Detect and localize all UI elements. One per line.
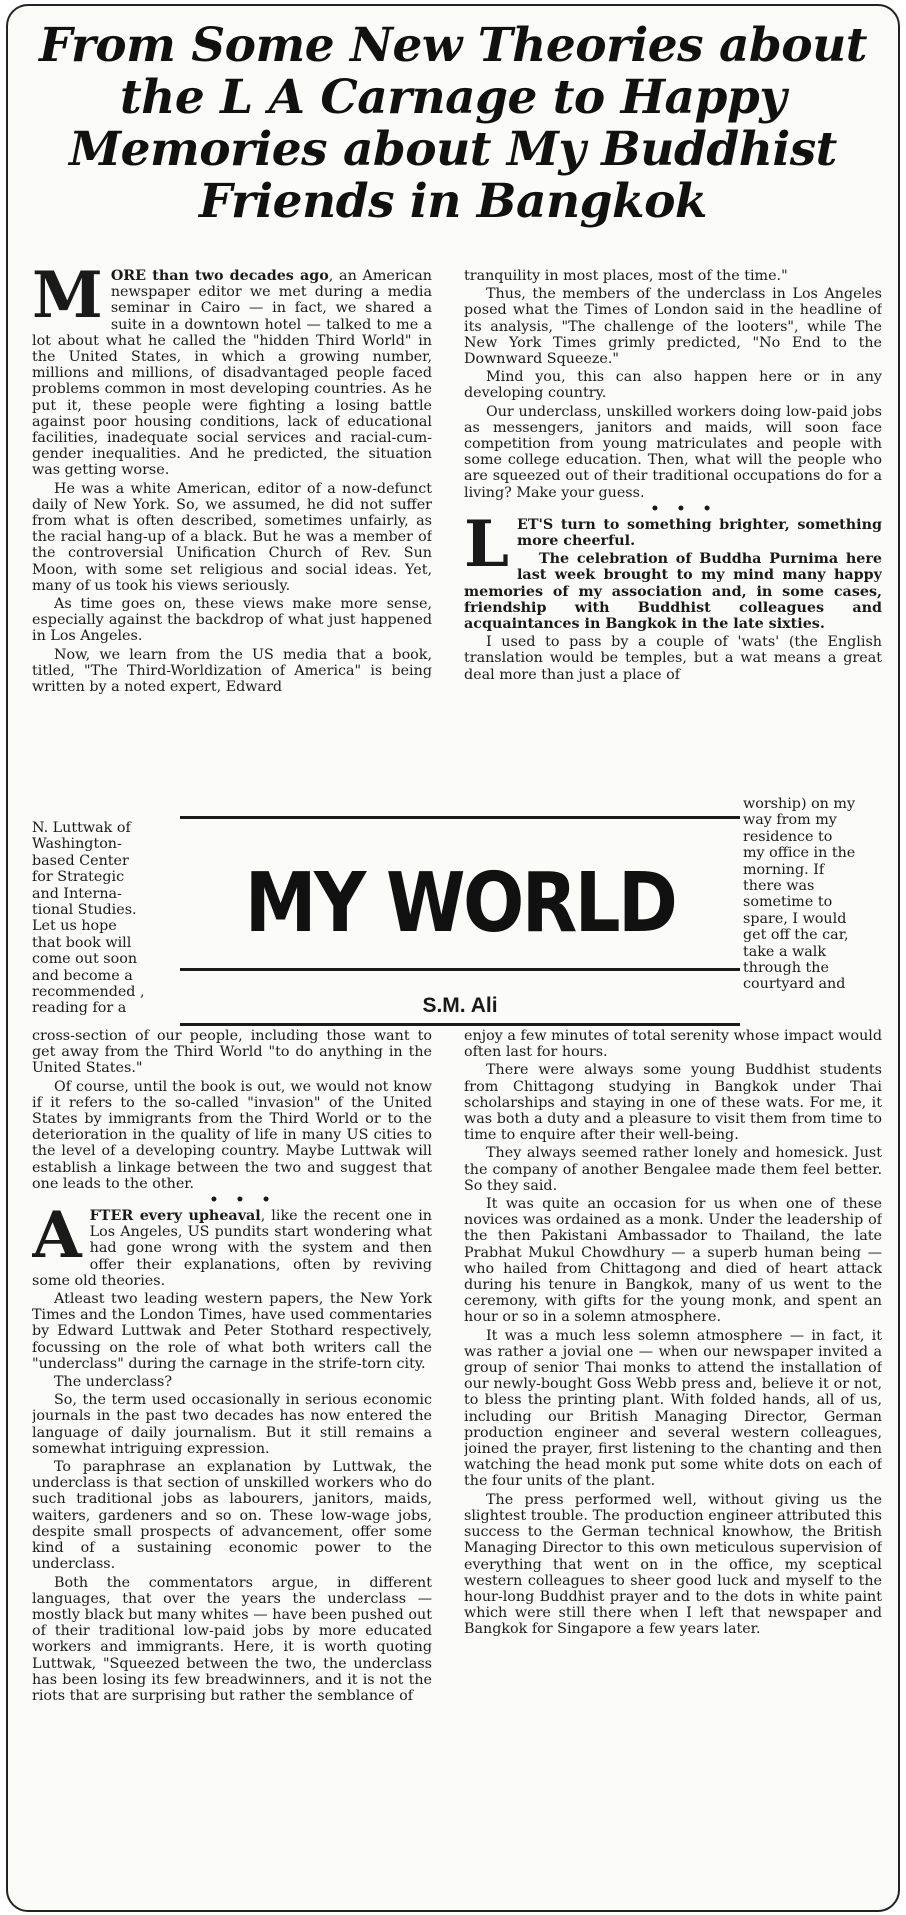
wrap-line: there was bbox=[743, 878, 815, 895]
wrap-line: tional Studies. bbox=[32, 902, 137, 919]
section-separator: • • • bbox=[209, 1192, 277, 1209]
paragraph: tranquility in most places, most of the time." bbox=[464, 268, 788, 284]
paragraph: I used to pass by a couple of 'wats' (the English translation would be temples, but a wat means a great deal more than just a place of bbox=[464, 634, 882, 683]
wrap-line: spare, I would bbox=[743, 910, 847, 927]
paragraph: Of course, until the book is out, we would not know if it refers to the so-called "invasion" of the United States by immigrants from the Third World or to the deterioration in the quality of life in many US cities to the level of a developing country. Maybe Luttwak will establish a linkage between the two and suggest that one leads to the other. bbox=[32, 1078, 432, 1192]
paragraph: cross-section of our people, including those want to get away from the Third World "to do anything in the United States." bbox=[32, 1028, 432, 1077]
banner-rule-top bbox=[180, 816, 740, 819]
drop-cap: A bbox=[32, 1198, 82, 1274]
clipping-frame bbox=[6, 4, 900, 1912]
paragraph-text: , like the recent one in Los Angeles, US pundits start wondering what had gone wrong with the system and then offer their explanations, often by reviving some old theories. bbox=[32, 1208, 432, 1289]
paragraph: Now, we learn from the US media that a book, titled, "The Third-Worldization of America" is being written by a noted expert, Edward bbox=[32, 646, 432, 696]
column-banner bbox=[180, 816, 740, 1026]
wrap-line: and Interna- bbox=[32, 885, 122, 902]
paragraph: So, the term used occasionally in serious economic journals in the past two decades has now entered the language of daily journalism. But it still remains a somewhat intriguing expression. bbox=[32, 1392, 432, 1457]
wrap-line: my office in the bbox=[743, 845, 856, 862]
wrap-line: come out soon bbox=[32, 951, 138, 968]
paragraph: To paraphrase an explanation by Luttwak, the underclass is that section of unskilled workers who do such traditional jobs as labourers, janitors, maids, waiters, gardeners and so on. These low-wage jobs, despite small prospects of advancement, offer some kind of a sustaining economic power to the underclass. bbox=[32, 1459, 432, 1573]
wrap-line: worship) on my bbox=[743, 796, 856, 812]
wrap-line: and become a bbox=[32, 967, 133, 984]
wrap-line: take a walk bbox=[743, 943, 827, 960]
paragraph: Thus, the members of the underclass in Los Angeles posed what the Times of London said in the headline of its analysis, "The challenge of the looters", while The New York Times grimly predicted, "No End to the Downward Squeeze." bbox=[464, 286, 882, 368]
left-column-lower bbox=[32, 1028, 432, 1908]
paragraph: The press performed well, without giving us the slightest trouble. The production engineer attributed this success to the German technical knowhow, the British Managing Director to this own meticulous supervision of everything that went on in the office, my sceptical western colleagues to sheer good luck and myself to the hour-long Buddhist prayer and to the dots in white paint which were still there when I left that newspaper and Bangkok for Singapore a few years later. bbox=[464, 1491, 882, 1638]
right-column-upper bbox=[464, 268, 882, 808]
wrap-line: that book will bbox=[32, 934, 132, 951]
paragraph: It was a much less solemn atmosphere — in fact, it was rather a jovial one — when our newspaper invited a group of senior Thai monks to attend the installation of our newly-bought Goss Webb press and, believe it or not, to bless the printing plant. With folded hands, all of us, including our British Managing Director, German production engineer and several western colleagues, joined the prayer, first listening to the chanting and then watching the head monk put some white dots on each of the four units of the plant. bbox=[464, 1327, 882, 1490]
lead-in: FTER every upheaval bbox=[89, 1208, 261, 1225]
wrap-line: morning. If bbox=[743, 861, 825, 878]
headline-line-1: From Some New Theories about bbox=[38, 18, 867, 73]
wrap-line: courtyard and bbox=[743, 976, 846, 993]
wrap-line: way from my bbox=[743, 812, 837, 829]
headline-line-4: Friends in Bangkok bbox=[199, 174, 707, 229]
wrap-line: Washington- bbox=[32, 836, 122, 853]
banner-rule-bottom bbox=[180, 1023, 740, 1026]
paragraph: He was a white American, editor of a now-defunct daily of New York. So, we assumed, he did not suffer from what is often described, sometimes unfairly, as the racial hang-up of a black. But he was a member of the controversial Unification Church of Rev. Sun Moon, with some set religious and social ideas. Yet, many of us took his views seriously. bbox=[32, 480, 432, 594]
paragraph: There were always some young Buddhist students from Chittagong studying in Bangkok under Thai scholarships and staying in one of these wats. For me, it was both a duty and a pleasure to visit them from time to time to enquire after their well-being. bbox=[464, 1062, 882, 1144]
paragraph: Atleast two leading western papers, the New York Times and the London Times, have used commentaries by Edward Luttwak and Peter Stothard respectively, focussing on the role of what both writers call the "underclass" during the carnage in the strife-torn city. bbox=[32, 1291, 432, 1372]
headline bbox=[18, 20, 888, 228]
paragraph: It was quite an occasion for us when one of these novices was ordained as a monk. Under the leadership of the then Pakistani Ambassador to Thailand, the late Prabhat Mukul Chowdhury — a superb human being — who hailed from Chittagong and died of heart attack during his tenure in Bangkok, many of us went to the ceremony, with gifts for the young monk, and spent an hour or so in a solemn atmosphere. bbox=[464, 1196, 882, 1326]
left-column-upper bbox=[32, 268, 432, 788]
paragraph bbox=[32, 1198, 432, 1289]
wrap-line: for Strategic bbox=[32, 869, 125, 886]
paragraph: The celebration of Buddha Purnima here last week brought to my mind many happy memories of my association and, in some cases, friendship with Buddhist colleagues and acquaintances in Bangkok in the late sixties. bbox=[464, 551, 882, 633]
lead-in: ORE than two decades ago bbox=[110, 268, 329, 284]
wrap-line: through the bbox=[743, 960, 829, 977]
drop-cap: M bbox=[32, 268, 103, 333]
wrap-line: get off the car, bbox=[743, 927, 849, 944]
byline: S.M. Ali bbox=[422, 994, 498, 1017]
left-wrap-text bbox=[32, 820, 180, 1017]
paragraph: They always seemed rather lonely and homesick. Just the company of another Bengalee made them feel better. So they said. bbox=[464, 1145, 882, 1194]
drop-cap: L bbox=[464, 506, 509, 582]
wrap-line: recommended , bbox=[32, 984, 145, 1001]
wrap-line: based Center bbox=[32, 852, 129, 869]
lead-in: ET'S turn to something brighter, something more cheerful. bbox=[517, 516, 882, 550]
section-separator: • • • bbox=[650, 500, 718, 517]
wrap-line: Let us hope bbox=[32, 918, 117, 935]
paragraph: Our underclass, unskilled workers doing low-paid jobs as messengers, janitors and maids, will soon face competition from young matriculates and people with some college education. Then, what will the people who are squeezed out of their traditional occupations do for a living? Make your guess. bbox=[464, 403, 882, 501]
wrap-line: residence to bbox=[743, 828, 833, 845]
right-wrap-text bbox=[743, 796, 882, 993]
paragraph: enjoy a few minutes of total serenity whose impact would often last for hours. bbox=[464, 1028, 882, 1061]
paragraph bbox=[464, 506, 882, 582]
paragraph: The underclass? bbox=[54, 1374, 173, 1391]
wrap-line: N. Luttwak of bbox=[32, 820, 131, 836]
column-title: MY WORLD bbox=[244, 856, 676, 951]
wrap-line: reading for a bbox=[32, 1000, 127, 1017]
right-column-lower bbox=[464, 1028, 882, 1908]
banner-rule-middle bbox=[180, 968, 740, 971]
headline-line-3: Memories about My Buddhist bbox=[69, 122, 837, 177]
paragraph: Both the commentators argue, in different languages, that over the years the underclass — mostly black but many whites — have been pushed out of their traditional low-paid jobs by more educated workers and immigrants. Here, it is worth quoting Luttwak, "Squeezed between the two, the underclass has been losing its few breadwinners, and it is not the riots that are surprising but rather the semblance of bbox=[32, 1574, 432, 1704]
paragraph bbox=[32, 268, 432, 479]
headline-line-2: the L A Carnage to Happy bbox=[119, 70, 787, 125]
paragraph: Mind you, this can also happen here or in any developing country. bbox=[464, 369, 882, 402]
wrap-line: sometime to bbox=[743, 894, 833, 911]
paragraph: As time goes on, these views make more sense, especially against the backdrop of what just happened in Los Angeles. bbox=[32, 596, 432, 645]
paragraph-text: , an American newspaper editor we met during a media seminar in Cairo — in fact, we shared a suite in a downtown hotel — talked to me a lot about what he called the "hidden Third World" in the United States, in which a growing number, millions and millions, of disadvantaged people faced problems common in most developing countries. As he put it, these people were fighting a losing battle against poor housing conditions, lack of educational facilities, inadequate social services and racial-cum-gender inequalities. And he predicted, the situation was getting worse. bbox=[32, 268, 432, 479]
